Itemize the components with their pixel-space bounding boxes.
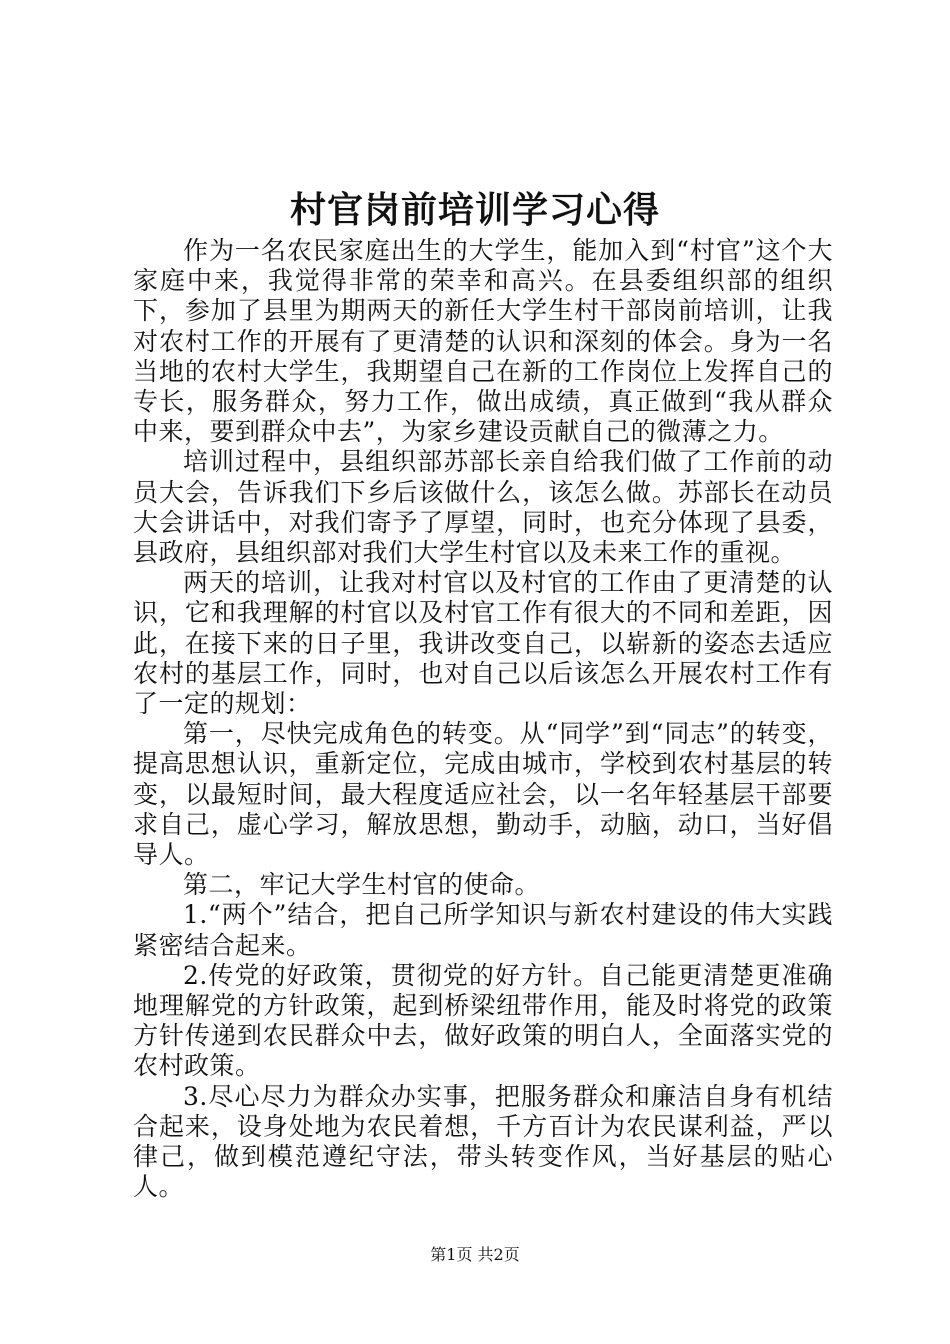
document-title: 村官岗前培训学习心得 <box>289 189 660 231</box>
page-footer: 第1页 共2页 <box>430 1245 520 1264</box>
paragraph-item-1: 1.“两个”结合，把自己所学知识与新农村建设的伟大实践紧密结合起来。 <box>133 900 833 960</box>
paragraph-item-2: 2.传党的好政策，贯彻党的好方针。自己能更清楚更准确地理解党的方针政策，起到桥梁纽带作用，能及时将党的政策方针传递到农民群众中去，做好政策的明白人，全面落实党的农村政策。 <box>133 960 833 1081</box>
paragraph-point-one: 第一，尽快完成角色的转变。从“同学”到“同志”的转变，提高思想认识，重新定位，完成由城市，学校到农村基层的转变，以最短时间，最大程度适应社会，以一名年轻基层干部要求自己，虚心学习，解放思想，勤动手，动脑，动口，当好倡导人。 <box>133 719 833 870</box>
paragraph-item-3: 3.尽心尽力为群众办实事，把服务群众和廉洁自身有机结合起来，设身处地为农民着想，千方百计为农民谋利益，严以律己，做到模范遵纪守法，带头转变作风，当好基层的贴心人。 <box>133 1081 833 1202</box>
document-body <box>133 236 833 1203</box>
paragraph-two-days: 两天的培训，让我对村官以及村官的工作由了更清楚的认识，它和我理解的村官以及村官工作有很大的不同和差距，因此，在接下来的日子里，我讲改变自己，以崭新的姿态去适应农村的基层工作，同时，也对自己以后该怎么开展农村工作有了一定的规划： <box>133 568 833 719</box>
paragraph-point-two: 第二，牢记大学生村官的使命。 <box>183 870 541 900</box>
paragraph-intro: 作为一名农民家庭出生的大学生，能加入到“村官”这个大家庭中来，我觉得非常的荣幸和高兴。在县委组织部的组织下，参加了县里为期两天的新任大学生村干部岗前培训，让我对农村工作的开展有了更清楚的认识和深刻的体会。身为一名当地的农村大学生，我期望自己在新的工作岗位上发挥自己的专长，服务群众，努力工作，做出成绩，真正做到“我从群众中来，要到群众中去”，为家乡建设贡献自己的微薄之力。 <box>133 236 833 447</box>
paragraph-training-process: 培训过程中，县组织部苏部长亲自给我们做了工作前的动员大会，告诉我们下乡后该做什么，该怎么做。苏部长在动员大会讲话中，对我们寄予了厚望，同时，也充分体现了县委，县政府，县组织部对我们大学生村官以及未来工作的重视。 <box>133 447 833 568</box>
